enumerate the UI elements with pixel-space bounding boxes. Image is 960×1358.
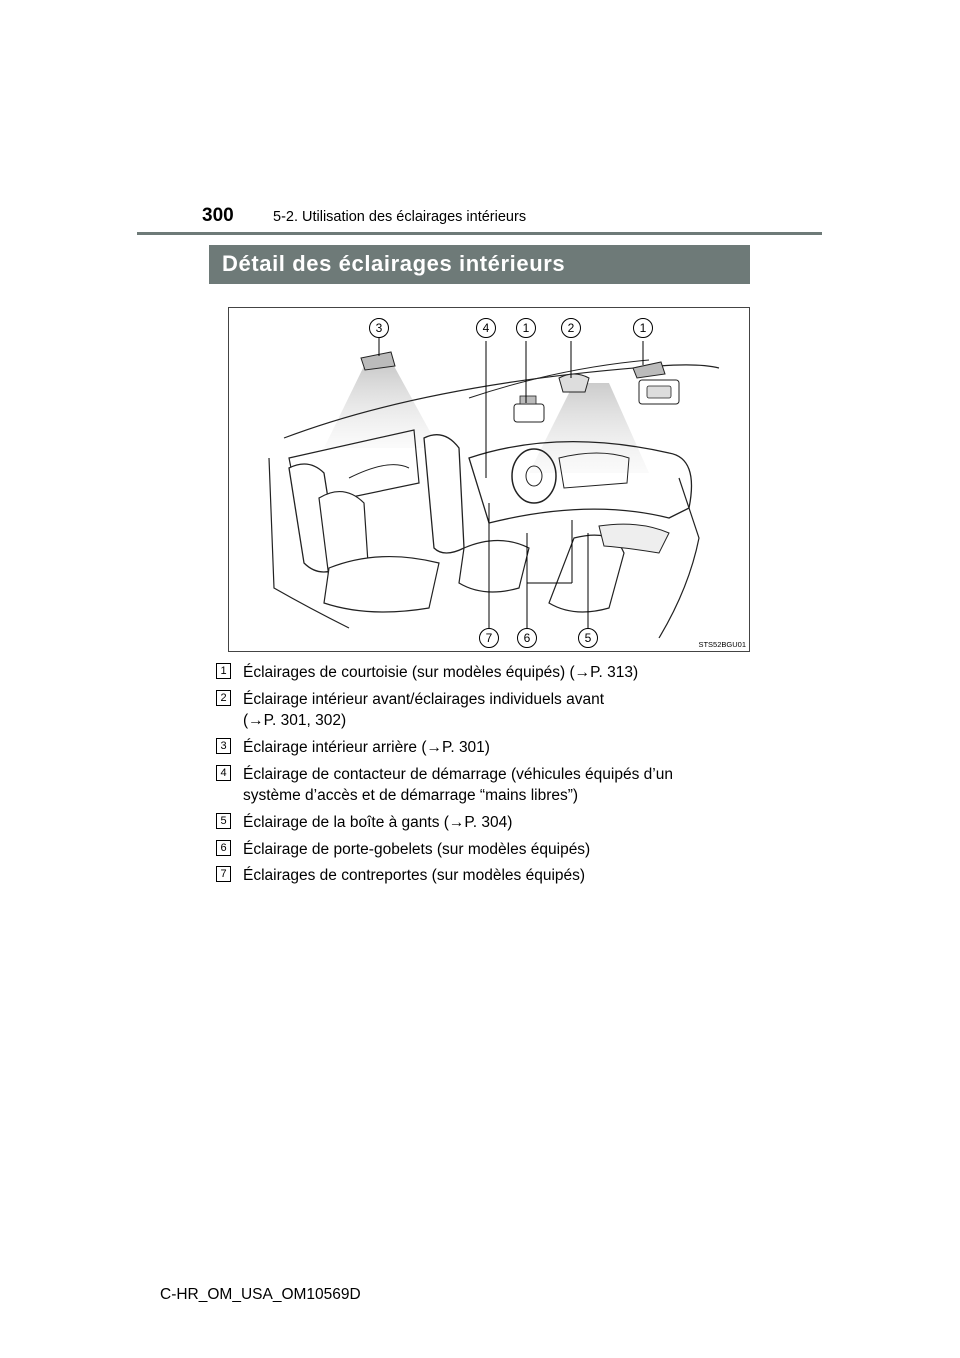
callout-top-3: 3 <box>369 318 389 338</box>
legend-text: Éclairage intérieur arrière (→P. 301) <box>243 739 490 756</box>
page-number: 300 <box>202 205 234 226</box>
header-rule <box>137 232 822 235</box>
document-code-footer: C-HR_OM_USA_OM10569D <box>160 1286 361 1303</box>
callout-top-2: 2 <box>561 318 581 338</box>
legend-text: Éclairages de courtoisie (sur modèles équipés) (→P. 313) <box>243 664 639 681</box>
legend-text-continued: système d’accès et de démarrage “mains libres”) <box>243 787 579 804</box>
callout-top-4: 4 <box>476 318 496 338</box>
callout-bottom-5: 5 <box>578 628 598 648</box>
legend-number: 6 <box>216 840 231 856</box>
legend-number: 1 <box>216 663 231 679</box>
legend-number: 3 <box>216 738 231 754</box>
callout-top-1a: 1 <box>516 318 536 338</box>
car-interior-drawing <box>229 308 750 652</box>
legend-text: Éclairage de porte-gobelets (sur modèles équipés) <box>243 841 591 858</box>
callout-bottom-7: 7 <box>479 628 499 648</box>
page-heading: Détail des éclairages intérieurs <box>222 251 566 276</box>
heading-bar <box>209 245 750 284</box>
front-light-beam <box>529 383 649 473</box>
legend-text-continued: (→P. 301, 302) <box>243 712 347 729</box>
legend-item-4 <box>216 764 750 806</box>
legend-item-3 <box>216 737 750 758</box>
legend-item-5 <box>216 812 750 833</box>
legend-text: Éclairage de la boîte à gants (→P. 304) <box>243 814 513 831</box>
legend-number: 5 <box>216 813 231 829</box>
legend-item-6 <box>216 839 750 860</box>
legend-number: 7 <box>216 866 231 882</box>
figure-code: STS52BGU01 <box>698 640 746 649</box>
rear-light-beam <box>324 366 439 448</box>
legend-item-7 <box>216 865 750 886</box>
legend-number: 4 <box>216 765 231 781</box>
legend-text: Éclairage intérieur avant/éclairages individuels avant <box>243 691 605 708</box>
callout-bottom-6: 6 <box>517 628 537 648</box>
legend-item-2 <box>216 689 750 731</box>
callout-top-1b: 1 <box>633 318 653 338</box>
interior-lights-illustration <box>228 307 750 652</box>
legend-text: Éclairages de contreportes (sur modèles équipés) <box>243 867 586 884</box>
legend-item-1 <box>216 662 750 683</box>
legend-number: 2 <box>216 690 231 706</box>
legend-text: Éclairage de contacteur de démarrage (véhicules équipés d’un <box>243 766 673 783</box>
section-title: 5-2. Utilisation des éclairages intérieurs <box>273 209 527 225</box>
